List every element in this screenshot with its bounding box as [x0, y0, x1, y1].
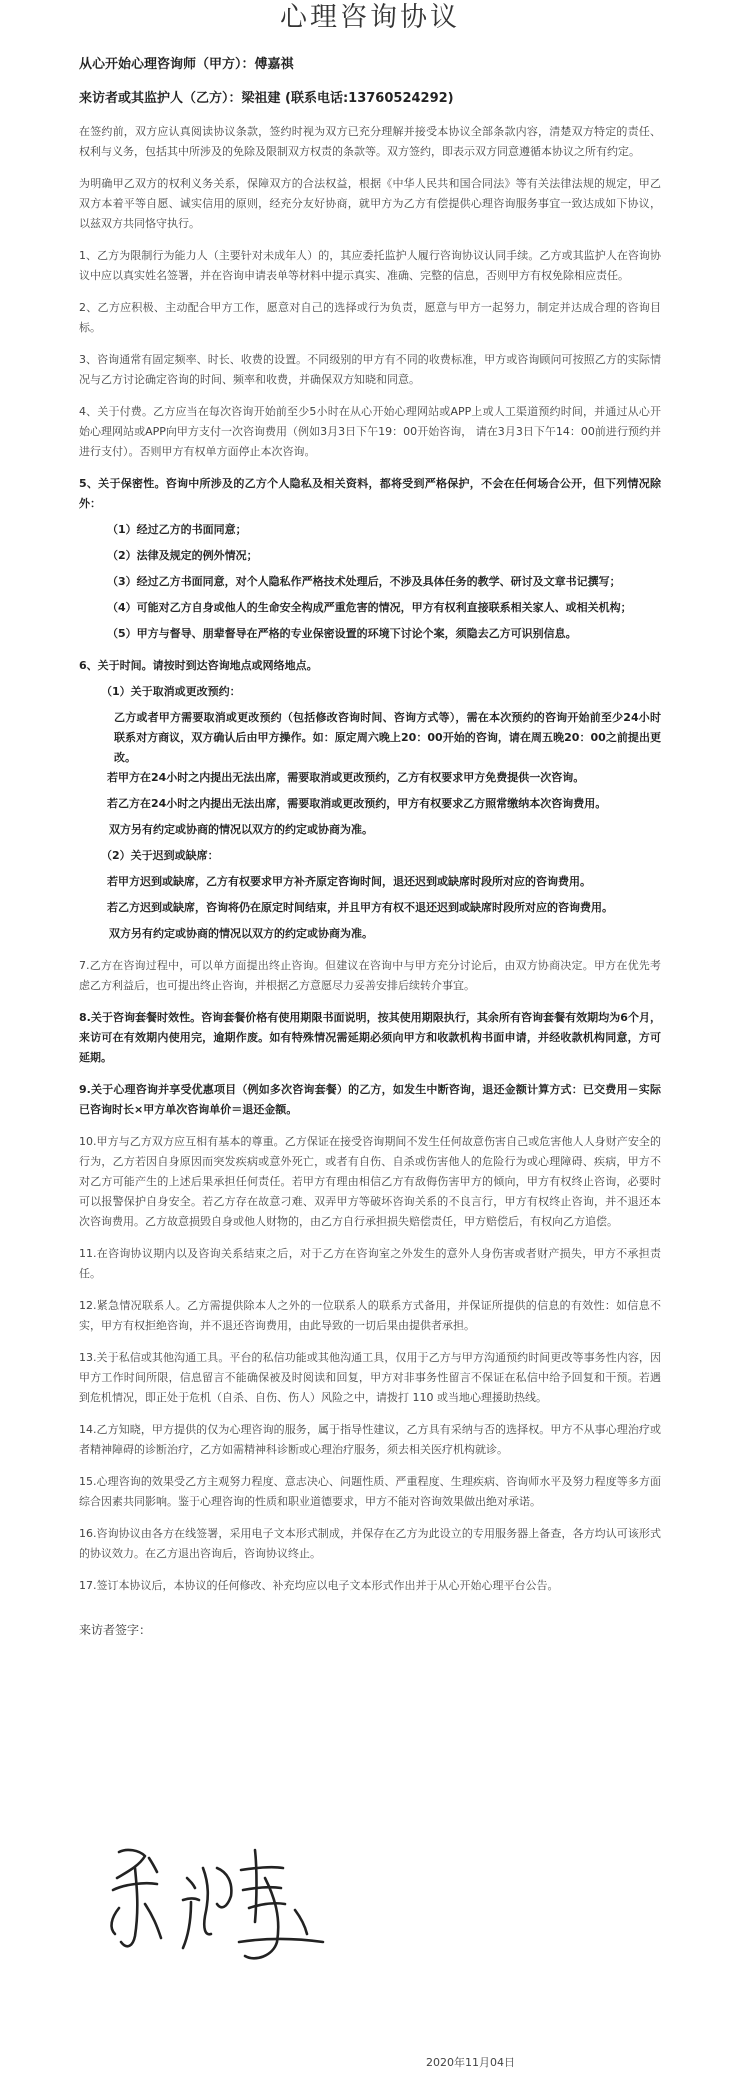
clause-6-sub2-line: 若乙方迟到或缺席，咨询将仍在原定时间结束，并且甲方有权不退还迟到或缺席时段所对应的咨询费用。 — [107, 901, 613, 914]
clause-5-item: （3）经过乙方书面同意，对个人隐私作严格技术处理后，不涉及具体任务的教学、研讨及文章书记撰写； — [107, 575, 621, 588]
clause-14: 14.乙方知晓，甲方提供的仅为心理咨询的服务，属于指导性建议，乙方具有采纳与否的选择权。甲方不从事心理治疗或者精神障碍的诊断治疗，乙方如需精神科诊断或心理治疗服务，须去相关医疗机构就诊。 — [79, 1423, 661, 1456]
clause-5-item: （2）法律及规定的例外情况； — [107, 549, 258, 562]
intro-paragraph-1: 在签约前，双方应认真阅读协议条款，签约时视为双方已充分理解并接受本协议全部条款内容，清楚双方特定的责任、权利与义务，包括其中所涉及的免除及限制双方权责的条款等。双方签约，即表示双方同意遵循本协议之所有约定。 — [79, 125, 661, 158]
clause-6-sub1-body: 乙方或者甲方需要取消或更改预约（包括修改咨询时间、咨询方式等），需在本次预约的咨询开始前至少24小时联系对方商议，双方确认后由甲方操作。如：原定周六晚上20：00开始的咨询，请在周五晚20：00之前提出更改。 — [114, 711, 661, 764]
clause-15: 15.心理咨询的效果受乙方主观努力程度、意志决心、问题性质、严重程度、生理疾病、咨询师水平及努力程度等多方面综合因素共同影响。鉴于心理咨询的性质和职业道德要求，甲方不能对咨询效果做出绝对承诺。 — [79, 1475, 661, 1508]
clause-7: 7.乙方在咨询过程中，可以单方面提出终止咨询。但建议在咨询中与甲方充分讨论后，由双方协商决定。甲方在优先考虑乙方利益后，也可提出终止咨询，并根据乙方意愿尽力妥善安排后续转介事宜。 — [79, 959, 661, 992]
document-title: 心理咨询协议 — [280, 2, 460, 33]
clause-6-sub2-line: 若甲方迟到或缺席，乙方有权要求甲方补齐原定咨询时间，退还迟到或缺席时段所对应的咨询费用。 — [107, 875, 591, 888]
clause-6-sub1-line: 双方另有约定或协商的情况以双方的约定或协商为准。 — [109, 823, 373, 836]
clause-6-sub1-line: 若甲方在24小时之内提出无法出席，需要取消或更改预约，乙方有权要求甲方免费提供一次咨询。 — [107, 771, 585, 784]
signature-label: 来访者签字： — [79, 1623, 152, 1637]
clause-6: 6、关于时间。请按时到达咨询地点或网络地点。 — [79, 659, 318, 672]
clause-6-sub2-title: （2）关于迟到或缺席： — [101, 849, 219, 862]
clause-17: 17.签订本协议后，本协议的任何修改、补充均应以电子文本形式作出并于从心开始心理平台公告。 — [79, 1579, 559, 1592]
clause-13: 13.关于私信或其他沟通工具。平台的私信功能或其他沟通工具，仅用于乙方与甲方沟通预约时间更改等事务性内容，因甲方工作时间所限，信息留言不能确保被及时阅读和回复，甲方对非事务性留言不保证在私信中给予回复和干预。若遇到危机情况，即正处于危机（自杀、自伤、伤人）风险之中，请拨打 110 或当地心理援助热线。 — [79, 1351, 661, 1404]
intro-paragraph-2: 为明确甲乙双方的权利义务关系，保障双方的合法权益，根据《中华人民共和国合同法》等有关法律法规的规定，甲乙双方本着平等自愿、诚实信用的原则，经充分友好协商，就甲方为乙方有偿提供心理咨询服务事宜一致达成如下协议，以兹双方共同恪守执行。 — [79, 177, 661, 230]
handwritten-signature — [105, 1838, 335, 1978]
clause-16: 16.咨询协议由各方在线签署，采用电子文本形式制成，并保存在乙方为此设立的专用服务器上备查，各方均认可该形式的协议效力。在乙方退出咨询后，咨询协议终止。 — [79, 1527, 661, 1560]
clause-5: 5、关于保密性。咨询中所涉及的乙方个人隐私及相关资料，都将受到严格保护，不会在任何场合公开，但下列情况除外： — [79, 477, 661, 510]
clause-2: 2、乙方应积极、主动配合甲方工作，愿意对自己的选择或行为负责，愿意与甲方一起努力，制定并达成合理的咨询目标。 — [79, 301, 661, 334]
party-b-line: 来访者或其监护人（乙方）：梁祖建 (联系电话:13760524292) — [79, 91, 454, 106]
clause-8: 8.关于咨询套餐时效性。咨询套餐价格有使用期限书面说明，按其使用期限执行，其余所有咨询套餐有效期均为6个月，来访可在有效期内使用完，逾期作废。如有特殊情况需延期必须向甲方和收款机构书面申请，并经收款机构同意，方可延期。 — [79, 1011, 661, 1064]
signing-date: 2020年11月04日 — [426, 2056, 515, 2069]
clause-6-sub1-line: 若乙方在24小时之内提出无法出席，需要取消或更改预约，甲方有权要求乙方照常缴纳本次咨询费用。 — [107, 797, 607, 810]
clause-6-sub2-line: 双方另有约定或协商的情况以双方的约定或协商为准。 — [109, 927, 373, 940]
party-a-line: 从心开始心理咨询师（甲方）：傅嘉祺 — [79, 57, 294, 72]
clause-6-sub1-title: （1）关于取消或更改预约： — [101, 685, 241, 698]
clause-3: 3、咨询通常有固定频率、时长、收费的设置。不同级别的甲方有不同的收费标准，甲方或咨询顾问可按照乙方的实际情况与乙方讨论确定咨询的时间、频率和收费，并确保双方知晓和同意。 — [79, 353, 661, 386]
clause-5-item: （1）经过乙方的书面同意； — [107, 523, 247, 536]
clause-5-item: （5）甲方与督导、朋辈督导在严格的专业保密设置的环境下讨论个案，须隐去乙方可识别信息。 — [107, 627, 577, 640]
clause-9: 9.关于心理咨询并享受优惠项目（例如多次咨询套餐）的乙方，如发生中断咨询，退还金额计算方式：已交费用－实际已咨询时长×甲方单次咨询单价＝退还金额。 — [79, 1083, 661, 1116]
clause-10: 10.甲方与乙方双方应互相有基本的尊重。乙方保证在接受咨询期间不发生任何故意伤害自己或危害他人人身财产安全的行为，乙方若因自身原因而突发疾病或意外死亡，或者有自伤、自杀或伤害他人的危险行为或心理障碍、疾病，甲方不对乙方可能产生的上述后果承担任何责任。若甲方有理由相信乙方有敌侮伤害甲方的倾向，甲方有权终止咨询，必要时可以报警保护自身安全。若乙方存在故意刁难、双弄甲方等破坏咨询关系的不良言行，甲方有权终止咨询，并不退还本次咨询费用。乙方故意损毁自身或他人财物的，由乙方自行承担损失赔偿责任，甲方赔偿后，有权向乙方追偿。 — [79, 1135, 661, 1228]
clause-5-item: （4）可能对乙方自身或他人的生命安全构成严重危害的情况，甲方有权利直接联系相关家人、或相关机构； — [107, 601, 632, 614]
clause-4: 4、关于付费。乙方应当在每次咨询开始前至少5小时在从心开始心理网站或APP上或人工渠道预约时间，并通过从心开始心理网站或APP向甲方支付一次咨询费用（例如3月3日下午19：00开始咨询， 请在3月3日下午14：00前进行预约并进行支付）。否则甲方有权单方面停止本次咨询。 — [79, 405, 661, 458]
clause-11: 11.在咨询协议期内以及咨询关系结束之后，对于乙方在咨询室之外发生的意外人身伤害或者财产损失，甲方不承担责任。 — [79, 1247, 661, 1280]
clause-12: 12.紧急情况联系人。乙方需提供除本人之外的一位联系人的联系方式备用，并保证所提供的信息的有效性：如信息不实，甲方有权拒绝咨询，并不退还咨询费用，由此导致的一切后果由提供者承担。 — [79, 1299, 661, 1332]
clause-1: 1、乙方为限制行为能力人（主要针对未成年人）的，其应委托监护人履行咨询协议认同手续。乙方或其监护人在咨询协议中应以真实姓名签署，并在咨询申请表单等材料中提示真实、准确、完整的信息，否则甲方有权免除相应责任。 — [79, 249, 661, 282]
